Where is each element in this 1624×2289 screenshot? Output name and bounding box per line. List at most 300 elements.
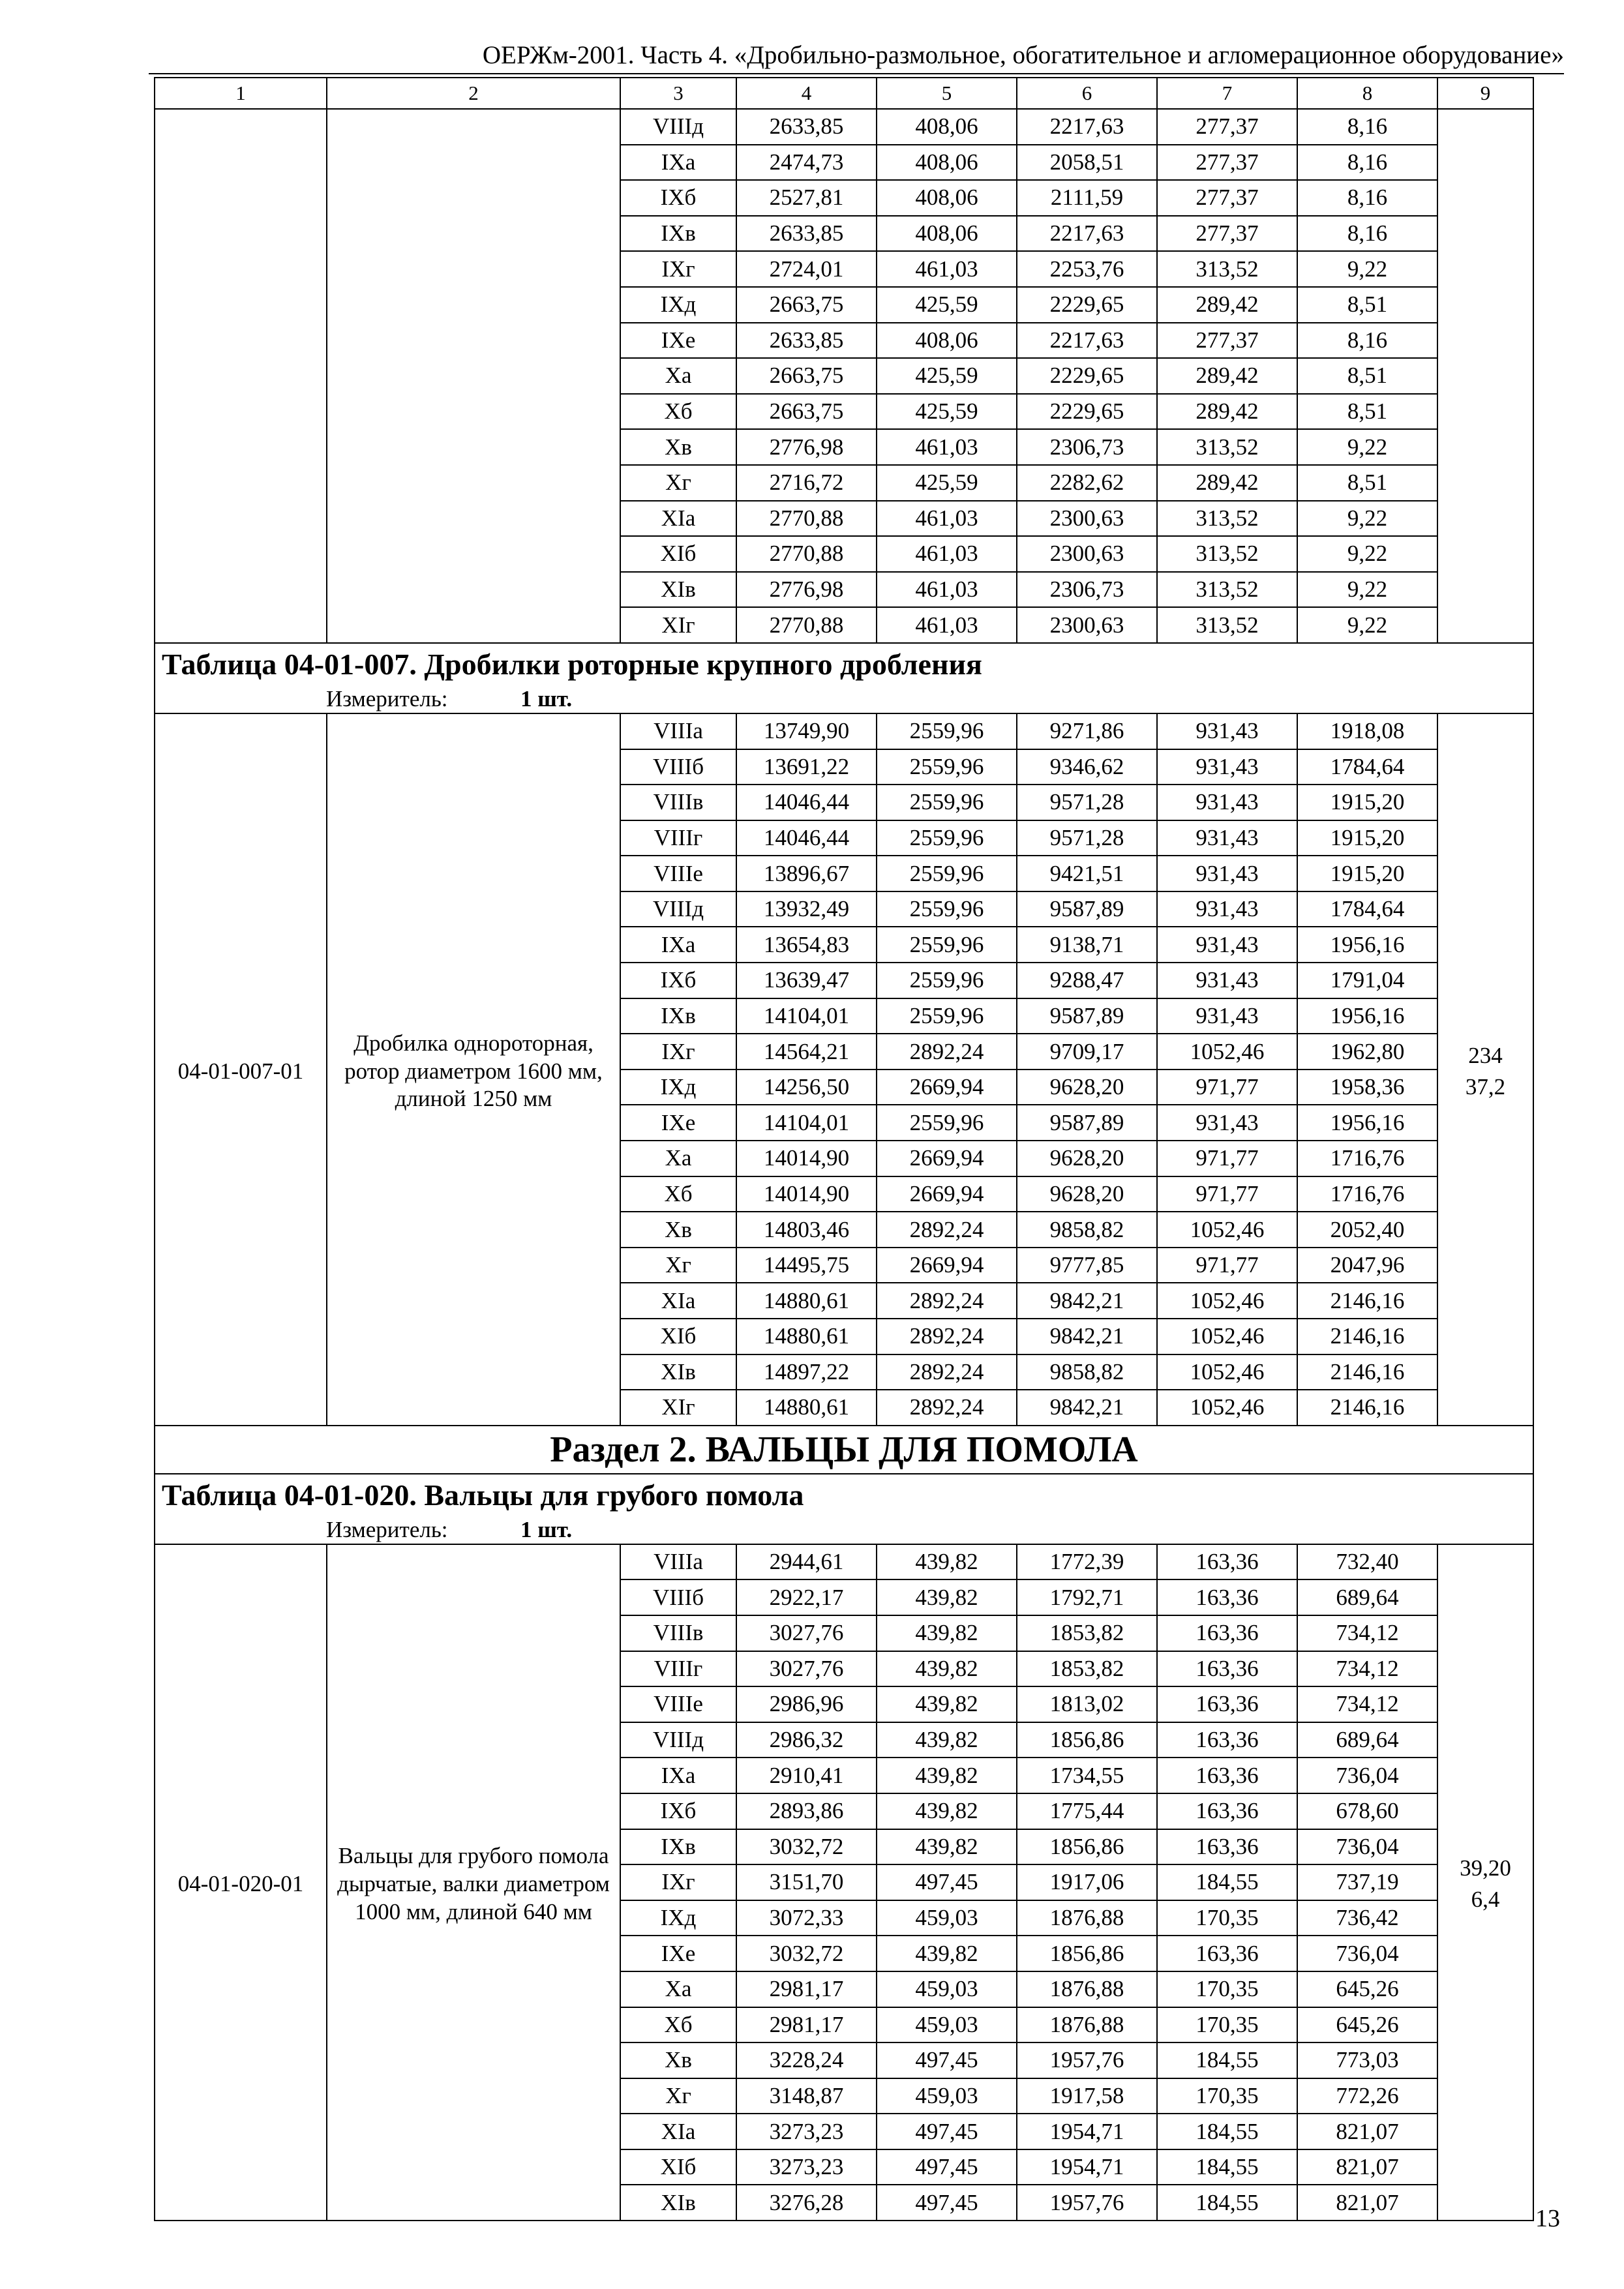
value-cell: 2770,88 — [736, 536, 877, 572]
value-cell: 2892,24 — [877, 1212, 1017, 1248]
value-cell: 184,55 — [1157, 1864, 1297, 1900]
value-cell: 8,16 — [1297, 109, 1437, 145]
value-cell: 2724,01 — [736, 251, 877, 287]
value-cell: 8,16 — [1297, 180, 1437, 216]
value-cell: 425,59 — [877, 287, 1017, 323]
value-cell: 3027,76 — [736, 1651, 877, 1687]
value-cell: 1734,55 — [1017, 1758, 1157, 1793]
value-cell: 931,43 — [1157, 1105, 1297, 1141]
value-cell: 2981,17 — [736, 2007, 877, 2043]
value-cell: 1052,46 — [1157, 1390, 1297, 1426]
value-cell: 170,35 — [1157, 2078, 1297, 2114]
price-zone-cell: Xа — [620, 1141, 736, 1176]
price-zone-cell: Xг — [620, 2078, 736, 2114]
value-cell: 9271,86 — [1017, 713, 1157, 749]
value-cell: 2229,65 — [1017, 394, 1157, 430]
price-zone-cell: IXг — [620, 251, 736, 287]
value-cell: 163,36 — [1157, 1686, 1297, 1722]
value-cell: 425,59 — [877, 358, 1017, 394]
value-cell: 1792,71 — [1017, 1579, 1157, 1615]
value-cell: 313,52 — [1157, 536, 1297, 572]
value-cell: 2559,96 — [877, 749, 1017, 785]
price-zone-cell: IXа — [620, 1758, 736, 1793]
price-zone-cell: IXг — [620, 1864, 736, 1900]
measure-label: Измеритель: — [326, 685, 448, 711]
value-cell: 289,42 — [1157, 287, 1297, 323]
price-zone-cell: Xг — [620, 465, 736, 501]
value-cell: 821,07 — [1297, 2185, 1437, 2221]
value-cell: 408,06 — [877, 145, 1017, 181]
value-cell: 8,51 — [1297, 465, 1437, 501]
value-cell: 2306,73 — [1017, 429, 1157, 465]
value-cell: 2146,16 — [1297, 1390, 1437, 1426]
column-number: 9 — [1437, 78, 1533, 109]
value-cell: 13639,47 — [736, 963, 877, 998]
value-cell: 2986,32 — [736, 1722, 877, 1758]
value-cell: 170,35 — [1157, 2007, 1297, 2043]
price-zone-cell: VIIIе — [620, 856, 736, 891]
value-cell: 163,36 — [1157, 1793, 1297, 1829]
item-description: Дробилка однороторная, ротор диаметром 1600 мм, длиной 1250 мм — [327, 713, 620, 1426]
value-cell: 2217,63 — [1017, 323, 1157, 359]
value-cell: 2776,98 — [736, 429, 877, 465]
value-cell: 2559,96 — [877, 998, 1017, 1034]
price-zone-cell: Xб — [620, 1176, 736, 1212]
value-cell: 734,12 — [1297, 1651, 1437, 1687]
value-cell: 184,55 — [1157, 2149, 1297, 2185]
value-cell: 9571,28 — [1017, 820, 1157, 856]
price-zone-cell: XIб — [620, 2149, 736, 2185]
price-zone-cell: VIIIб — [620, 1579, 736, 1615]
value-cell: 1876,88 — [1017, 1900, 1157, 1936]
value-cell: 170,35 — [1157, 1971, 1297, 2007]
value-cell: 2663,75 — [736, 287, 877, 323]
value-cell: 2527,81 — [736, 180, 877, 216]
value-cell: 439,82 — [877, 1544, 1017, 1580]
value-cell: 736,42 — [1297, 1900, 1437, 1936]
value-cell: 931,43 — [1157, 891, 1297, 927]
value-cell: 1052,46 — [1157, 1212, 1297, 1248]
price-zone-cell: Xв — [620, 429, 736, 465]
value-cell: 8,51 — [1297, 358, 1437, 394]
value-cell: 1772,39 — [1017, 1544, 1157, 1580]
value-cell: 9628,20 — [1017, 1141, 1157, 1176]
value-cell: 9628,20 — [1017, 1176, 1157, 1212]
value-cell: 2892,24 — [877, 1319, 1017, 1354]
value-cell: 734,12 — [1297, 1615, 1437, 1651]
value-cell: 931,43 — [1157, 713, 1297, 749]
value-cell: 14014,90 — [736, 1141, 877, 1176]
value-cell: 734,12 — [1297, 1686, 1437, 1722]
value-cell: 277,37 — [1157, 323, 1297, 359]
value-cell: 2910,41 — [736, 1758, 877, 1793]
price-zone-cell: XIв — [620, 2185, 736, 2221]
value-cell: 9,22 — [1297, 429, 1437, 465]
value-cell: 2217,63 — [1017, 109, 1157, 145]
value-cell: 2776,98 — [736, 572, 877, 608]
value-cell: 439,82 — [877, 1829, 1017, 1865]
value-cell: 3148,87 — [736, 2078, 877, 2114]
value-cell: 439,82 — [877, 1793, 1017, 1829]
value-cell: 1813,02 — [1017, 1686, 1157, 1722]
value-cell: 2892,24 — [877, 1283, 1017, 1319]
value-cell: 13932,49 — [736, 891, 877, 927]
value-cell: 461,03 — [877, 536, 1017, 572]
value-cell: 459,03 — [877, 1900, 1017, 1936]
value-cell: 931,43 — [1157, 998, 1297, 1034]
value-cell: 1052,46 — [1157, 1034, 1297, 1070]
value-cell: 14897,22 — [736, 1354, 877, 1390]
value-cell: 2229,65 — [1017, 358, 1157, 394]
value-cell: 170,35 — [1157, 1900, 1297, 1936]
value-cell: 439,82 — [877, 1936, 1017, 1971]
value-cell: 2892,24 — [877, 1034, 1017, 1070]
value-cell: 439,82 — [877, 1579, 1017, 1615]
table-title-row — [155, 1474, 1533, 1516]
value-cell: 439,82 — [877, 1686, 1017, 1722]
value-cell: 313,52 — [1157, 429, 1297, 465]
value-cell: 1962,80 — [1297, 1034, 1437, 1070]
table-body — [155, 78, 1533, 2221]
item-code: 04-01-020-01 — [155, 1544, 327, 2221]
value-cell: 289,42 — [1157, 358, 1297, 394]
price-zone-cell: XIв — [620, 572, 736, 608]
value-cell: 821,07 — [1297, 2149, 1437, 2185]
value-cell: 425,59 — [877, 465, 1017, 501]
price-zone-cell: IXе — [620, 1936, 736, 1971]
value-cell: 2893,86 — [736, 1793, 877, 1829]
measure-value: 1 шт. — [520, 685, 573, 711]
measure-cell — [155, 685, 1533, 713]
measure-row — [155, 685, 1533, 713]
column-number: 8 — [1297, 78, 1437, 109]
value-cell: 689,64 — [1297, 1722, 1437, 1758]
value-cell: 408,06 — [877, 109, 1017, 145]
value-cell: 8,16 — [1297, 145, 1437, 181]
value-cell: 2633,85 — [736, 216, 877, 252]
value-cell: 2663,75 — [736, 358, 877, 394]
value-cell: 459,03 — [877, 1971, 1017, 2007]
column-number: 5 — [877, 78, 1017, 109]
value-cell: 1915,20 — [1297, 856, 1437, 891]
value-cell: 14104,01 — [736, 998, 877, 1034]
resource-cell — [1437, 1544, 1533, 2221]
resource-value: 37,2 — [1465, 1073, 1506, 1100]
price-zone-cell: XIг — [620, 1390, 736, 1426]
value-cell: 971,77 — [1157, 1248, 1297, 1283]
value-cell: 497,45 — [877, 2149, 1017, 2185]
measure-value: 1 шт. — [520, 1516, 573, 1542]
value-cell: 277,37 — [1157, 145, 1297, 181]
value-cell: 14046,44 — [736, 785, 877, 820]
price-zone-cell: VIIIд — [620, 109, 736, 145]
value-cell: 2282,62 — [1017, 465, 1157, 501]
value-cell: 1784,64 — [1297, 891, 1437, 927]
price-zone-cell: VIIIд — [620, 1722, 736, 1758]
value-cell: 8,16 — [1297, 216, 1437, 252]
column-number: 1 — [155, 78, 327, 109]
value-cell: 2229,65 — [1017, 287, 1157, 323]
value-cell: 1784,64 — [1297, 749, 1437, 785]
value-cell: 2663,75 — [736, 394, 877, 430]
value-cell: 1853,82 — [1017, 1651, 1157, 1687]
value-cell: 461,03 — [877, 501, 1017, 537]
value-cell: 2474,73 — [736, 145, 877, 181]
value-cell: 9777,85 — [1017, 1248, 1157, 1283]
value-cell: 1954,71 — [1017, 2149, 1157, 2185]
value-cell: 1954,71 — [1017, 2114, 1157, 2149]
value-cell: 14495,75 — [736, 1248, 877, 1283]
price-zone-cell: IXб — [620, 963, 736, 998]
value-cell: 8,51 — [1297, 394, 1437, 430]
value-cell: 1917,58 — [1017, 2078, 1157, 2114]
price-zone-cell: IXд — [620, 1900, 736, 1936]
value-cell: 736,04 — [1297, 1936, 1437, 1971]
value-cell: 408,06 — [877, 323, 1017, 359]
item-description: Вальцы для грубого помола дырчатые, валки диаметром 1000 мм, длиной 640 мм — [327, 1544, 620, 2221]
value-cell: 2716,72 — [736, 465, 877, 501]
value-cell: 736,04 — [1297, 1758, 1437, 1793]
value-cell: 9421,51 — [1017, 856, 1157, 891]
value-cell: 2669,94 — [877, 1176, 1017, 1212]
section-heading-row — [155, 1426, 1533, 1474]
value-cell: 9587,89 — [1017, 1105, 1157, 1141]
value-cell: 1856,86 — [1017, 1829, 1157, 1865]
value-cell: 2559,96 — [877, 1105, 1017, 1141]
value-cell: 13654,83 — [736, 927, 877, 963]
value-cell: 2669,94 — [877, 1248, 1017, 1283]
price-zone-cell: XIа — [620, 2114, 736, 2149]
value-cell: 1716,76 — [1297, 1176, 1437, 1212]
table-row — [155, 109, 1533, 145]
table-row — [155, 1544, 1533, 1580]
value-cell: 971,77 — [1157, 1176, 1297, 1212]
value-cell: 678,60 — [1297, 1793, 1437, 1829]
value-cell: 1716,76 — [1297, 1141, 1437, 1176]
value-cell: 2559,96 — [877, 713, 1017, 749]
value-cell: 1052,46 — [1157, 1283, 1297, 1319]
value-cell: 971,77 — [1157, 1141, 1297, 1176]
value-cell: 184,55 — [1157, 2042, 1297, 2078]
value-cell: 3273,23 — [736, 2114, 877, 2149]
price-zone-cell: XIб — [620, 1319, 736, 1354]
value-cell: 163,36 — [1157, 1829, 1297, 1865]
value-cell: 461,03 — [877, 607, 1017, 643]
value-cell: 1791,04 — [1297, 963, 1437, 998]
value-cell: 13749,90 — [736, 713, 877, 749]
value-cell: 163,36 — [1157, 1758, 1297, 1793]
resource-value: 234 — [1468, 1042, 1503, 1068]
value-cell: 9587,89 — [1017, 998, 1157, 1034]
price-zone-cell: Xв — [620, 2042, 736, 2078]
price-zone-cell: VIIIг — [620, 1651, 736, 1687]
value-cell: 497,45 — [877, 2042, 1017, 2078]
resource-cell — [1437, 713, 1533, 1426]
value-cell: 461,03 — [877, 572, 1017, 608]
item-code: 04-01-007-01 — [155, 713, 327, 1426]
value-cell: 459,03 — [877, 2078, 1017, 2114]
value-cell: 14880,61 — [736, 1390, 877, 1426]
column-number: 7 — [1157, 78, 1297, 109]
value-cell: 1918,08 — [1297, 713, 1437, 749]
value-cell: 9587,89 — [1017, 891, 1157, 927]
price-zone-cell: XIв — [620, 1354, 736, 1390]
value-cell: 2306,73 — [1017, 572, 1157, 608]
column-number: 3 — [620, 78, 736, 109]
value-cell: 289,42 — [1157, 465, 1297, 501]
value-cell: 163,36 — [1157, 1936, 1297, 1971]
value-cell: 277,37 — [1157, 109, 1297, 145]
value-cell: 313,52 — [1157, 251, 1297, 287]
value-cell: 2669,94 — [877, 1070, 1017, 1105]
measure-cell — [155, 1516, 1533, 1544]
measure-label: Измеритель: — [326, 1516, 448, 1542]
value-cell: 2633,85 — [736, 323, 877, 359]
value-cell: 9842,21 — [1017, 1283, 1157, 1319]
price-zone-cell: Xа — [620, 1971, 736, 2007]
price-zone-cell: IXд — [620, 1070, 736, 1105]
value-cell: 14880,61 — [736, 1283, 877, 1319]
value-cell: 14104,01 — [736, 1105, 877, 1141]
value-cell: 2922,17 — [736, 1579, 877, 1615]
price-zone-cell: IXд — [620, 287, 736, 323]
price-zone-cell: VIIIб — [620, 749, 736, 785]
value-cell: 289,42 — [1157, 394, 1297, 430]
value-cell: 9138,71 — [1017, 927, 1157, 963]
price-zone-cell: Xв — [620, 1212, 736, 1248]
value-cell: 497,45 — [877, 2114, 1017, 2149]
value-cell: 9571,28 — [1017, 785, 1157, 820]
value-cell: 425,59 — [877, 394, 1017, 430]
value-cell: 2146,16 — [1297, 1319, 1437, 1354]
value-cell: 2633,85 — [736, 109, 877, 145]
value-cell: 9858,82 — [1017, 1212, 1157, 1248]
value-cell: 13896,67 — [736, 856, 877, 891]
value-cell: 497,45 — [877, 1864, 1017, 1900]
value-cell: 8,16 — [1297, 323, 1437, 359]
value-cell: 2669,94 — [877, 1141, 1017, 1176]
table-title: Таблица 04-01-007. Дробилки роторные крупного дробления — [155, 643, 1533, 685]
value-cell: 9628,20 — [1017, 1070, 1157, 1105]
value-cell: 2559,96 — [877, 856, 1017, 891]
price-table — [154, 77, 1534, 2221]
value-cell: 439,82 — [877, 1758, 1017, 1793]
value-cell: 163,36 — [1157, 1579, 1297, 1615]
value-cell: 13691,22 — [736, 749, 877, 785]
value-cell: 2146,16 — [1297, 1354, 1437, 1390]
value-cell: 14014,90 — [736, 1176, 877, 1212]
value-cell: 645,26 — [1297, 2007, 1437, 2043]
value-cell: 3032,72 — [736, 1829, 877, 1865]
value-cell: 1876,88 — [1017, 1971, 1157, 2007]
value-cell: 1915,20 — [1297, 785, 1437, 820]
value-cell: 461,03 — [877, 251, 1017, 287]
value-cell: 1876,88 — [1017, 2007, 1157, 2043]
value-cell: 1917,06 — [1017, 1864, 1157, 1900]
value-cell: 9,22 — [1297, 536, 1437, 572]
value-cell: 313,52 — [1157, 607, 1297, 643]
price-zone-cell: IXв — [620, 998, 736, 1034]
value-cell: 737,19 — [1297, 1864, 1437, 1900]
price-zone-cell: VIIIа — [620, 1544, 736, 1580]
value-cell: 931,43 — [1157, 749, 1297, 785]
value-cell: 9842,21 — [1017, 1319, 1157, 1354]
value-cell: 772,26 — [1297, 2078, 1437, 2114]
column-number: 4 — [736, 78, 877, 109]
item-code — [155, 109, 327, 643]
value-cell: 2559,96 — [877, 963, 1017, 998]
value-cell: 931,43 — [1157, 927, 1297, 963]
value-cell: 2300,63 — [1017, 501, 1157, 537]
price-zone-cell: IXб — [620, 1793, 736, 1829]
value-cell: 163,36 — [1157, 1615, 1297, 1651]
price-zone-cell: XIа — [620, 1283, 736, 1319]
value-cell: 1957,76 — [1017, 2042, 1157, 2078]
value-cell: 163,36 — [1157, 1722, 1297, 1758]
value-cell: 1957,76 — [1017, 2185, 1157, 2221]
price-zone-cell: VIIIа — [620, 713, 736, 749]
resource-value: 39,20 — [1460, 1855, 1511, 1881]
value-cell: 931,43 — [1157, 963, 1297, 998]
price-zone-cell: XIа — [620, 501, 736, 537]
value-cell: 14256,50 — [736, 1070, 877, 1105]
value-cell: 2981,17 — [736, 1971, 877, 2007]
value-cell: 9346,62 — [1017, 749, 1157, 785]
price-zone-cell: XIб — [620, 536, 736, 572]
price-zone-cell: Xа — [620, 358, 736, 394]
value-cell: 773,03 — [1297, 2042, 1437, 2078]
value-cell: 2892,24 — [877, 1354, 1017, 1390]
value-cell: 931,43 — [1157, 856, 1297, 891]
value-cell: 1853,82 — [1017, 1615, 1157, 1651]
value-cell: 2770,88 — [736, 501, 877, 537]
value-cell: 461,03 — [877, 429, 1017, 465]
price-zone-cell: IXа — [620, 927, 736, 963]
value-cell: 9,22 — [1297, 607, 1437, 643]
value-cell: 2253,76 — [1017, 251, 1157, 287]
value-cell: 9709,17 — [1017, 1034, 1157, 1070]
running-header: ОЕРЖм-2001. Часть 4. «Дробильно-размольное, обогатительное и агломерационное оборудование» — [482, 41, 1564, 69]
value-cell: 2111,59 — [1017, 180, 1157, 216]
value-cell: 2944,61 — [736, 1544, 877, 1580]
value-cell: 184,55 — [1157, 2114, 1297, 2149]
value-cell: 2559,96 — [877, 927, 1017, 963]
value-cell: 14564,21 — [736, 1034, 877, 1070]
value-cell: 1915,20 — [1297, 820, 1437, 856]
value-cell: 2300,63 — [1017, 536, 1157, 572]
price-zone-cell: IXг — [620, 1034, 736, 1070]
table-row — [155, 713, 1533, 749]
value-cell: 163,36 — [1157, 1544, 1297, 1580]
item-description — [327, 109, 620, 643]
value-cell: 3151,70 — [736, 1864, 877, 1900]
resource-value: 6,4 — [1471, 1887, 1500, 1913]
value-cell: 14803,46 — [736, 1212, 877, 1248]
resource-cell — [1437, 109, 1533, 643]
value-cell: 313,52 — [1157, 572, 1297, 608]
value-cell: 821,07 — [1297, 2114, 1437, 2149]
value-cell: 2058,51 — [1017, 145, 1157, 181]
column-number-row — [155, 78, 1533, 109]
value-cell: 9,22 — [1297, 572, 1437, 608]
value-cell: 9858,82 — [1017, 1354, 1157, 1390]
value-cell: 313,52 — [1157, 501, 1297, 537]
price-zone-cell: Xг — [620, 1248, 736, 1283]
value-cell: 1856,86 — [1017, 1722, 1157, 1758]
value-cell: 931,43 — [1157, 820, 1297, 856]
value-cell: 1856,86 — [1017, 1936, 1157, 1971]
value-cell: 1052,46 — [1157, 1319, 1297, 1354]
